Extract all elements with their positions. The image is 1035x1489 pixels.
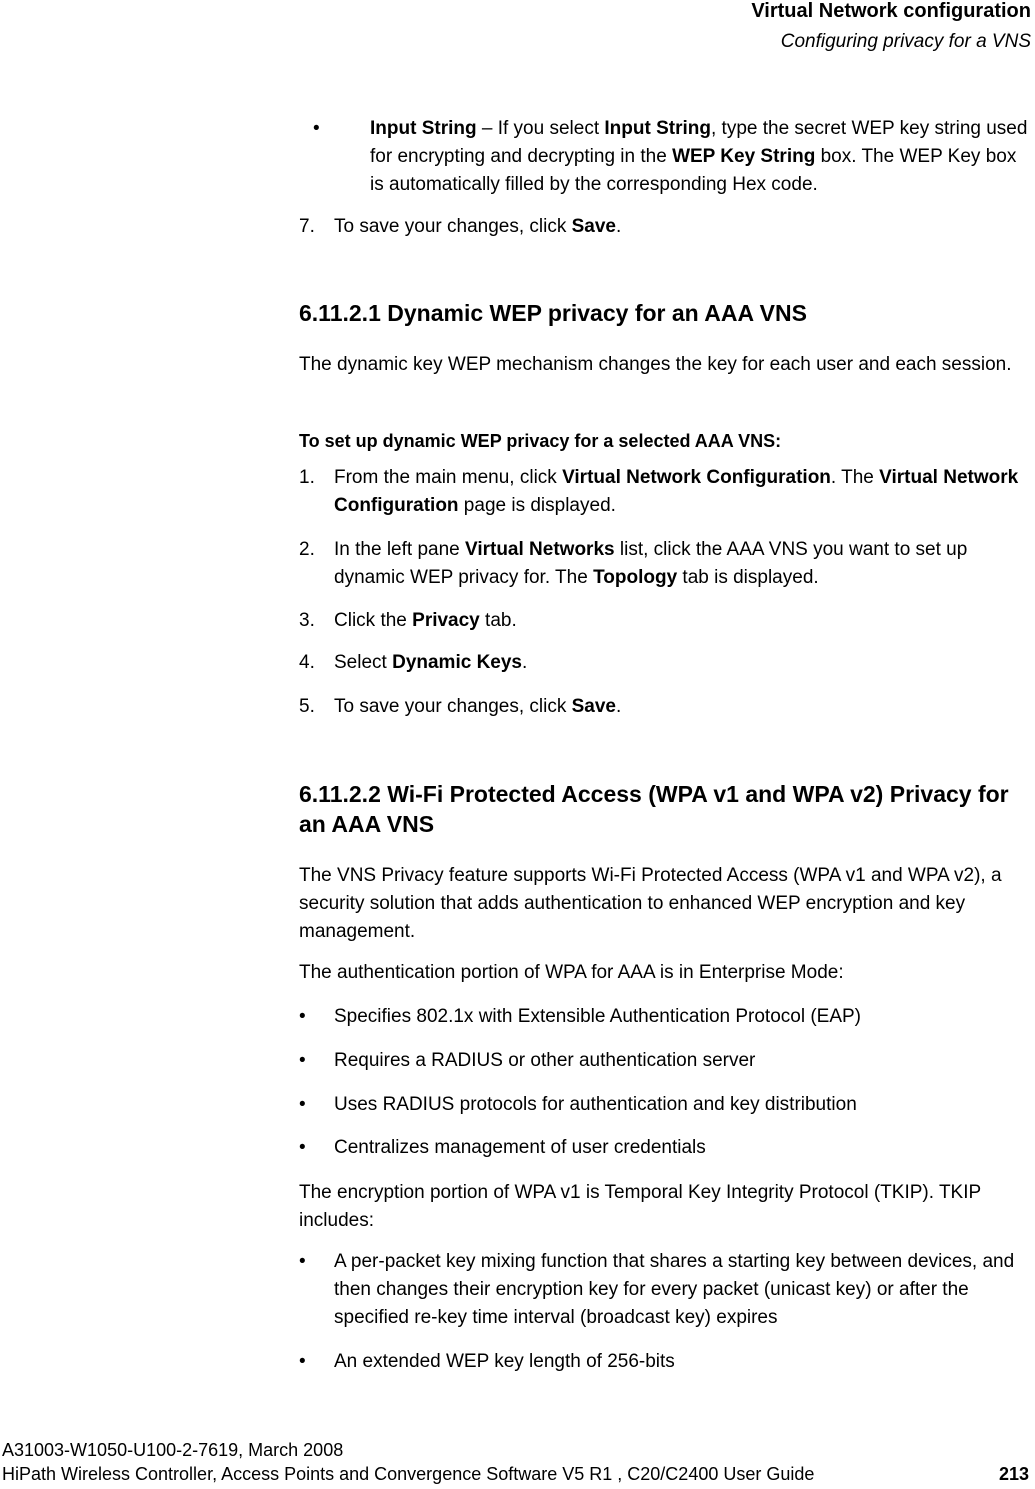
step-1-e: page is displayed. [458, 495, 616, 516]
step-3-text [334, 607, 1031, 635]
step-2-e: tab is displayed. [677, 567, 819, 588]
step-5-c: . [616, 696, 622, 717]
wep-key-string-field: WEP Key String [672, 146, 816, 167]
section-heading-wpa: 6.11.2.2 Wi-Fi Protected Access (WPA v1 and WPA v2) Privacy for an AAA VNS [299, 781, 1009, 837]
step-7-action: Save [571, 216, 616, 237]
step-1-a: From the main menu, click [334, 467, 563, 488]
step-2-a: In the left pane [334, 539, 465, 560]
step-7-lead: To save your changes, click [334, 216, 572, 237]
footer-doc-id: A31003-W1050-U100-2-7619, March 2008 [2, 1440, 344, 1460]
step-5-b: Save [571, 696, 616, 717]
auth-bullet: Specifies 802.1x with Extensible Authentication Protocol (EAP) [334, 1006, 862, 1027]
dynamic-wep-intro: The dynamic key WEP mechanism changes the key for each user and each session. [299, 354, 1012, 375]
page-number: 213 [998, 1464, 1029, 1484]
step-7-number: 7. [299, 216, 315, 237]
bullet-glyph: • [299, 1137, 306, 1158]
bullet-glyph: • [299, 1094, 306, 1115]
section-heading-dynamic-wep: 6.11.2.1 Dynamic WEP privacy for an AAA VNS [299, 300, 807, 326]
step-5-number: 5. [299, 696, 315, 717]
tkip-bullet: A per-packet key mixing function that shares a starting key between devices, and then changes their encryption key for every packet (unicast key) or after the specified re-key time interval (broadcast key) expires [334, 1251, 1015, 1328]
tkip-bullet: An extended WEP key length of 256-bits [334, 1351, 675, 1372]
wpa-para-2: The authentication portion of WPA for AAA is in Enterprise Mode: [299, 962, 844, 983]
auth-bullet: Requires a RADIUS or other authentication server [334, 1050, 756, 1071]
step-4-text [334, 649, 1031, 677]
bullet-glyph: • [299, 1050, 306, 1071]
input-string-label: Input String [370, 118, 477, 139]
step-1-d: Virtual Network Configuration [334, 467, 1019, 516]
wpa-para-3: The encryption portion of WPA v1 is Temporal Key Integrity Protocol (TKIP). TKIP includes: [299, 1182, 981, 1231]
bullet-glyph: • [299, 1251, 306, 1272]
footer-guide-title: HiPath Wireless Controller, Access Points and Convergence Software V5 R1 , C20/C2400 User Guide [2, 1464, 815, 1484]
step-2-c: list, click the AAA VNS you want to set up dynamic WEP privacy for. The [334, 539, 968, 588]
bullet-glyph: • [299, 1351, 306, 1372]
step-4-b: Dynamic Keys [392, 652, 522, 673]
step-3-c: tab. [479, 610, 517, 631]
input-string-label-again: Input String [604, 118, 711, 139]
bullet-glyph: • [299, 1006, 306, 1027]
auth-bullet: Uses RADIUS protocols for authentication and key distribution [334, 1094, 857, 1115]
step-7-text [334, 213, 1031, 241]
step-5-a: To save your changes, click [334, 696, 572, 717]
bullet-glyph: • [313, 118, 320, 139]
step-7-end: . [616, 216, 622, 237]
step-2-number: 2. [299, 539, 315, 560]
step-2-d: Topology [593, 567, 678, 588]
step-4-a: Select [334, 652, 393, 673]
step-4-number: 4. [299, 652, 315, 673]
step-1-c: . The [830, 467, 880, 488]
step-1-number: 1. [299, 467, 315, 488]
input-string-text-a: – If you select [476, 118, 605, 139]
step-3-a: Click the [334, 610, 413, 631]
auth-bullet: Centralizes management of user credentials [334, 1137, 706, 1158]
input-string-bullet [370, 115, 1031, 199]
section-title: Configuring privacy for a VNS [780, 31, 1031, 52]
step-2-text [334, 536, 1031, 592]
step-1-text [334, 464, 1031, 520]
wpa-para-1: The VNS Privacy feature supports Wi-Fi Protected Access (WPA v1 and WPA v2), a security solution that adds authentication to enhanced WEP encryption and key management. [299, 865, 1002, 942]
input-string-text-c: box. The WEP Key box is automatically filled by the corresponding Hex code. [370, 146, 1017, 195]
procedure-title: To set up dynamic WEP privacy for a selected AAA VNS: [299, 431, 782, 451]
step-3-b: Privacy [412, 610, 480, 631]
input-string-text-b: , type the secret WEP key string used for encrypting and decrypting in the [370, 118, 1028, 167]
step-1-b: Virtual Network Configuration [562, 467, 831, 488]
step-4-c: . [522, 652, 528, 673]
step-2-b: Virtual Networks [465, 539, 615, 560]
step-3-number: 3. [299, 610, 315, 631]
chapter-title: Virtual Network configuration [751, 0, 1031, 22]
step-5-text [334, 693, 1031, 721]
